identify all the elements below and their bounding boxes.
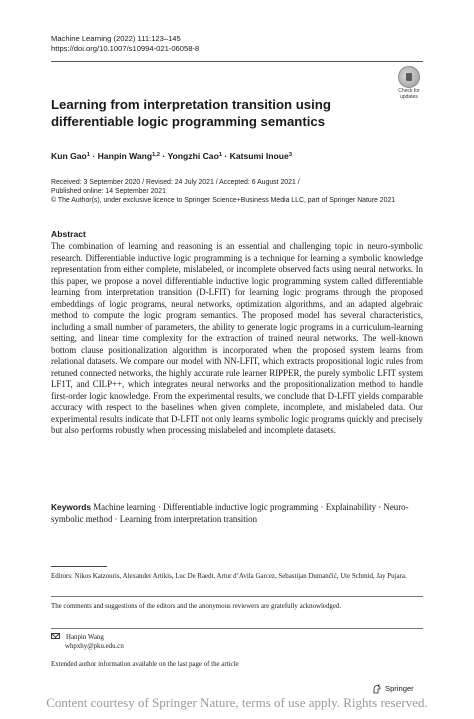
publication-history	[51, 179, 431, 205]
abstract-text: The combination of learning and reasoning is an essential and challenging topic in neuro-symbolic research. Differentiable inductive logic programming is a technique for learning a symbolic knowledge representation from either complete, mislabeled, or incomplete observed facts using neural networks. In this paper, we propose a novel differentiable inductive logic programming system called differentiable learning from interpretation transition (D-LFIT) for learning logic programs through the proposed embeddings of logic programs, neural networks, optimization algorithms, and an adapted algebraic method to compute the logic program semantics. The proposed model has several characteristics, including a small number of parameters, the ability to generate logic programs in a curriculum-learning setting, and linear time complexity for the extraction of trained neural networks. The well-known bottom clause positionalization algorithm is incorporated when the proposed system learns from relational datasets. We compare our model with NN-LFIT, which extracts propositional logic rules from retuned connected networks, the highly accurate rule learner RIPPER, the purely symbolic LFIT system LF1T, and CILP++, which integrates neural networks and the propositionalization method to handle first-order logic knowledge. From the experimental results, we conclude that D-LFIT yields comparable accuracy with respect to the baselines when given complete, incomplete, and mislabeled data. Our experimental results indicate that D-LFIT not only learns symbolic logic programs quickly and precisely but also performs robustly when processing mislabeled and incomplete datasets.	[51, 241, 423, 435]
author-name: Katsumi Inoue	[229, 151, 289, 161]
keywords	[51, 502, 423, 525]
extended-author-info: Extended author information available on the last page of the article	[51, 661, 239, 668]
check-for-updates-label: Check for updates	[398, 88, 420, 100]
envelope-icon	[51, 633, 60, 639]
editors-note: Editors: Nikos Katzouris, Alexander Artikis, Luc De Raedt, Artur d’Avila Garcez, Sebastijan Dumančić, Ute Schmid, Jay Pujara.	[51, 573, 407, 580]
corresponding-name: Hanpin Wang	[66, 634, 104, 641]
check-for-updates-icon	[398, 66, 420, 88]
author-list: Kun Gao$^1$ · Hanpin Wang$^{1,2}$ · Yongzhi Cao$^1$ · Katsumi Inoue$^3$	[51, 151, 292, 161]
acknowledgement-note: The comments and suggestions of the editors and the anonymous reviewers are gratefully acknowledged.	[51, 603, 342, 610]
footnote-divider	[51, 628, 423, 629]
author-affiliation: 1	[218, 152, 222, 158]
author-affiliation: 1	[86, 152, 90, 158]
footnote-divider	[51, 596, 423, 597]
author-affiliation: 3	[288, 152, 292, 158]
copyright-line: © The Author(s), under exclusive licence to Springer Science+Business Media LLC, part of Springer Nature 2021	[51, 196, 396, 204]
published-line: Published online: 14 September 2021	[51, 187, 166, 195]
check-for-updates-badge[interactable]	[393, 66, 425, 102]
corresponding-email[interactable]: whpxhy@pku.edu.cn	[65, 643, 124, 650]
courtesy-watermark: Content courtesy of Springer Nature, terms of use apply. Rights reserved.	[46, 695, 428, 710]
springer-horse-icon	[372, 684, 382, 694]
keywords-label: Keywords	[51, 502, 92, 512]
abstract-heading: Abstract	[51, 229, 86, 239]
author-name: Hanpin Wang	[97, 151, 153, 161]
journal-citation: Machine Learning (2022) 111:123–145	[51, 34, 181, 43]
keywords-text: Machine learning · Differentiable inductive logic programming · Explainability · Neuro-symbolic method · Learning from interpretation transition	[51, 502, 409, 524]
header-divider	[51, 61, 423, 62]
author-affiliation: 1,2	[152, 152, 160, 158]
dates-line: Received: 3 September 2020 / Revised: 24 July 2021 / Accepted: 6 August 2021 /	[51, 179, 300, 186]
author-name: Kun Gao	[51, 151, 87, 161]
corresponding-author	[51, 633, 104, 642]
author-name: Yongzhi Cao	[167, 151, 219, 161]
publisher-name: Springer	[385, 684, 414, 693]
doi-link[interactable]: https://doi.org/10.1007/s10994-021-06058-8	[51, 44, 200, 53]
publisher-logo	[372, 684, 414, 694]
article-title: Learning from interpretation transition using differentiable logic programming semantics	[51, 97, 331, 129]
footnote-divider	[51, 566, 107, 567]
